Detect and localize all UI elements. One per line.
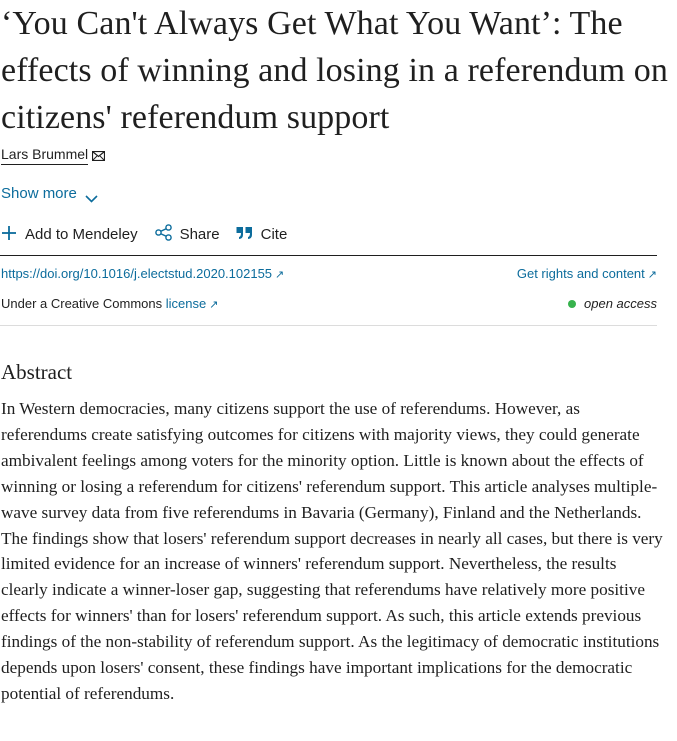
external-link-icon: ↗	[647, 269, 657, 281]
license-link[interactable]	[166, 296, 219, 311]
get-rights-link[interactable]	[517, 266, 657, 281]
license-prefix: Under a Creative Commons	[1, 296, 163, 311]
quote-icon	[236, 226, 253, 244]
cite-label: Cite	[260, 226, 288, 243]
add-to-mendeley-button[interactable]	[1, 225, 138, 245]
article-actions	[1, 224, 287, 245]
license-row	[1, 296, 218, 311]
author-row	[1, 145, 105, 165]
open-access-dot-icon	[568, 300, 576, 308]
abstract-text: In Western democracies, many citizens support the use of referendums. However, as referendums create satisfying outcomes for citizens with majority views, they could generate ambivalent feelings among voters for the minority option. Little is known about the effects of winning or losing a referendum for citizens' referendum support. This article analyses multiple-wave survey data from five referendums in Bavaria (Germany), Finland and the Netherlands. The findings show that losers' referendum support decreases in nearly all cases, but there is very limited evidence for an increase of winners' referendum support. Nevertheless, the results clearly indicate a winner-loser gap, suggesting that referendums have relatively more positive effects for winners' than for losers' referendum support. As such, this article extends previous findings of the non-stability of referendum support. As the legitimacy of democratic institutions depends upon losers' consent, these findings have important implications for the democratic potential of referendums.	[1, 399, 663, 703]
doi-link[interactable]	[1, 266, 284, 281]
share-icon	[155, 224, 172, 245]
header-divider	[0, 325, 657, 326]
open-access-label: open access	[584, 296, 657, 311]
license-link-text: license	[165, 296, 207, 311]
get-rights-link-text: Get rights and content	[516, 266, 645, 281]
cite-button[interactable]	[236, 226, 288, 244]
article-title: ‘You Can't Always Get What You Want’: The effects of winning and losing in a referendum on citizens' referendum support	[1, 5, 668, 136]
show-more-label: Show more	[1, 185, 77, 202]
show-more-button[interactable]	[1, 185, 98, 202]
share-button[interactable]	[155, 224, 220, 245]
open-access-badge	[568, 296, 657, 311]
add-to-mendeley-label: Add to Mendeley	[25, 226, 138, 243]
doi-link-text: https://doi.org/10.1016/j.electstud.2020.102155	[1, 266, 273, 281]
envelope-icon[interactable]	[92, 148, 105, 158]
abstract-heading: Abstract	[1, 360, 73, 384]
actions-divider	[0, 255, 657, 256]
chevron-down-icon	[85, 190, 98, 198]
plus-icon	[1, 225, 17, 245]
share-label: Share	[179, 226, 220, 243]
external-link-icon: ↗	[209, 299, 219, 311]
external-link-icon: ↗	[275, 269, 285, 281]
author-name[interactable]: Lars Brummel	[1, 145, 88, 165]
